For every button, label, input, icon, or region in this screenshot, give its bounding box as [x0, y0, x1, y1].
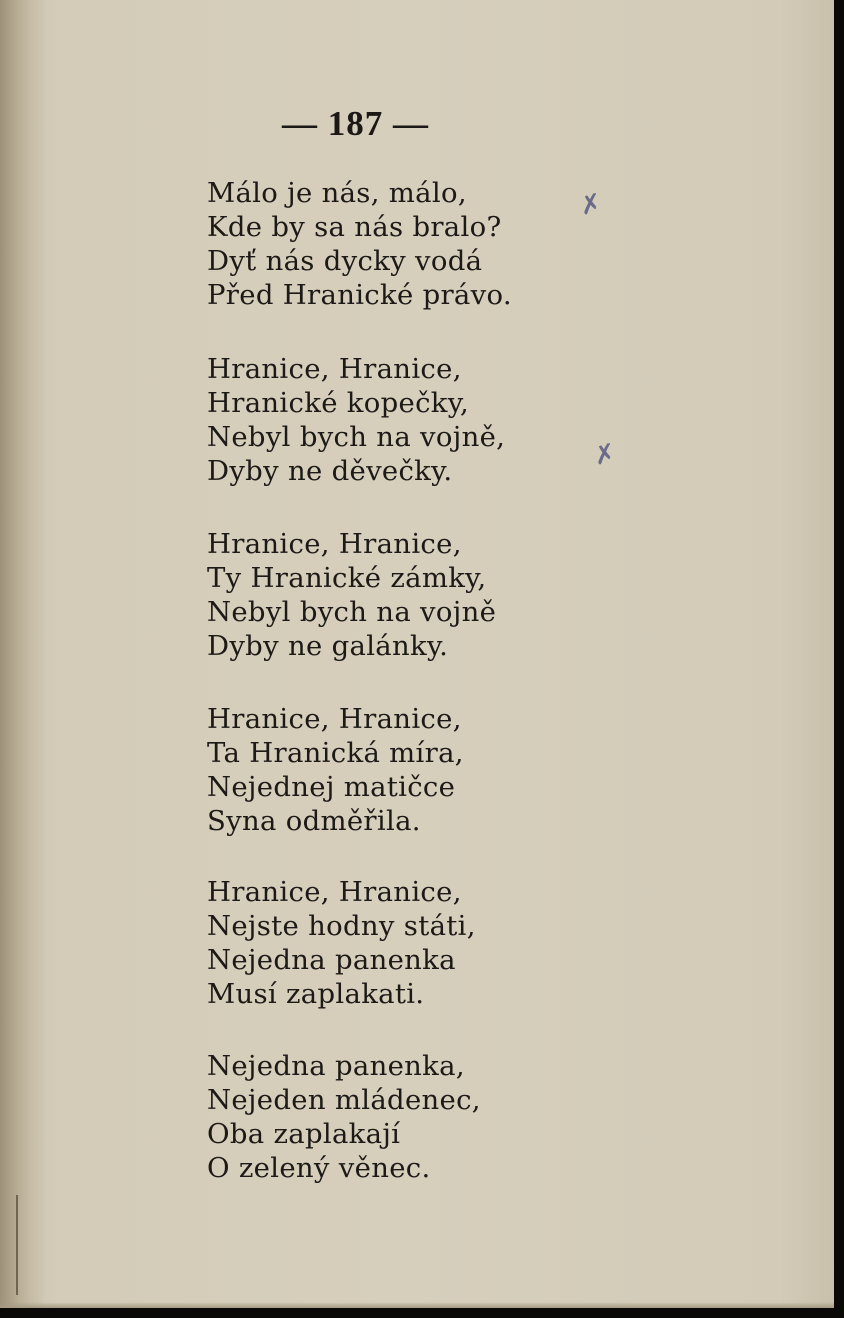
stanza-5	[207, 875, 476, 1011]
verse-line: O zelený věnec.	[207, 1152, 431, 1184]
verse-line: Nejste hodny státi,	[207, 910, 476, 942]
stanza-4	[207, 702, 464, 838]
stanza-3	[207, 527, 496, 663]
verse-line: Hranice, Hranice,	[207, 353, 462, 385]
verse-line: Hranické kopečky,	[207, 387, 469, 419]
verse-line: Málo je nás, málo,	[207, 177, 467, 209]
verse-line: Před Hranické právo.	[207, 279, 512, 311]
verse-line: Ty Hranické zámky,	[207, 562, 487, 594]
verse-line: Nebyl bych na vojně	[207, 596, 497, 628]
verse-line: Hranice, Hranice,	[207, 528, 462, 560]
page-gutter	[0, 0, 46, 1308]
pencil-check-mark: ✗	[577, 188, 605, 222]
stanza-2	[207, 352, 505, 488]
stanza-6	[207, 1049, 481, 1185]
verse-line: Syna odměřila.	[207, 805, 421, 837]
verse-line: Dyby ne galánky.	[207, 630, 449, 662]
verse-line: Dyť nás dycky vodá	[207, 245, 483, 277]
pencil-check-mark: ✗	[591, 438, 619, 472]
verse-line: Hranice, Hranice,	[207, 703, 462, 735]
verse-line: Musí zaplakati.	[207, 978, 425, 1010]
verse-line: Nejedna panenka	[207, 944, 456, 976]
verse-line: Hranice, Hranice,	[207, 876, 462, 908]
verse-line: Nejednej matičce	[207, 771, 456, 803]
verse-line: Nejedna panenka,	[207, 1050, 465, 1082]
page-number: — 187 —	[282, 104, 429, 143]
verse-line: Oba zaplakají	[207, 1118, 401, 1150]
verse-line: Dyby ne děvečky.	[207, 455, 453, 487]
page-bottom-edge	[0, 1302, 834, 1308]
verse-line: Nebyl bych na vojně,	[207, 421, 506, 453]
verse-line: Ta Hranická míra,	[207, 737, 464, 769]
stanza-1	[207, 176, 512, 312]
verse-line: Nejeden mládenec,	[207, 1084, 481, 1116]
gutter-line	[16, 1195, 18, 1295]
verse-line: Kde by sa nás bralo?	[207, 211, 502, 243]
